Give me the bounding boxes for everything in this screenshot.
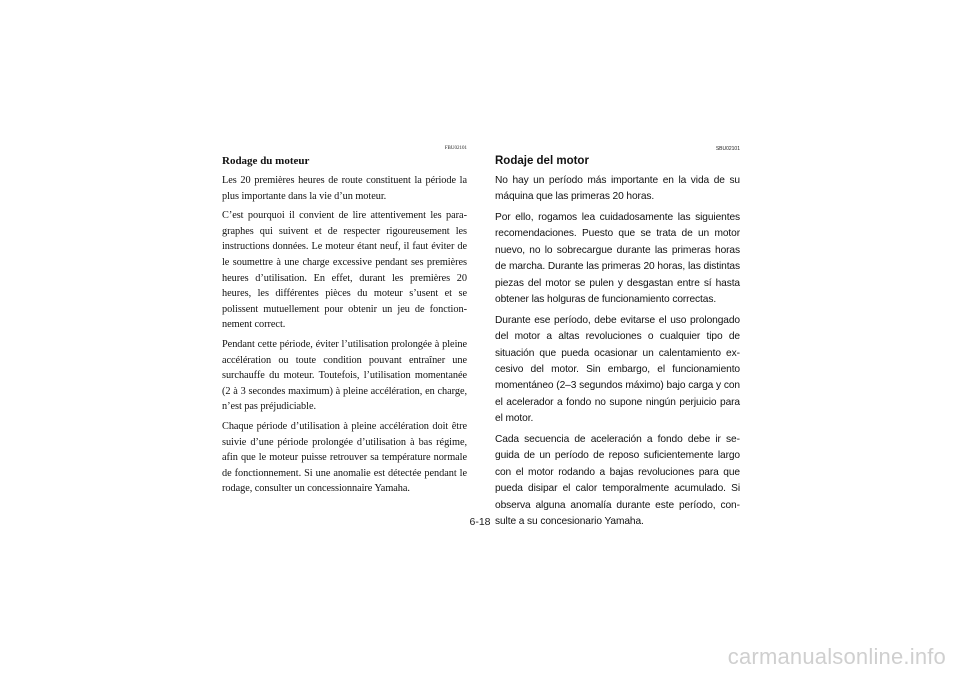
french-column <box>222 146 467 501</box>
paragraph-fr-1: Les 20 premières heures de route constituent la période la plus importante dans la vie d’un moteur. <box>222 175 467 202</box>
paragraph-es-1: No hay un período más importante en la vida de su máquina que las primeras 20 horas. <box>495 175 740 203</box>
section-code-fr: FBU02101 <box>444 146 467 151</box>
section-heading-es: Rodaje del motor <box>495 155 589 167</box>
section-code-es: SBU02101 <box>715 146 740 152</box>
paragraph-es-2: Por ello, rogamos lea cuidadosamente las siguientes recomendaciones. Puesto que se trata de un motor nuevo, no lo sobrecargue durante las primeras horas de marcha. Durante las primeras 20 horas, las distintas piezas del motor se pulen y desgastan entre sí hasta obtener las holguras de funcionamiento correctas. <box>495 211 740 306</box>
watermark: carmanualsonline.info <box>727 644 946 669</box>
paragraph-fr-4: Chaque période d’utilisation à pleine accélération doit être suivie d’une période prolongée d’utilisation à bas régime, afin que le moteur puisse retrouver sa température normale de fonctionnement. Si une anomalie est détectée pendant le rodage, consulter un concessionnaire Yamaha. <box>222 420 467 495</box>
paragraph-fr-3: Pendant cette période, éviter l’utilisation prolongée à pleine accélération ou toute condition pouvant entraîner une surchauffe du moteur. Toutefois, l’utilisation momentanée (2 à 3 secondes maximum) à pleine accélération, en charge, n’est pas préjudiciable. <box>222 338 467 413</box>
paragraph-es-4: Cada secuencia de aceleración a fondo debe ir seguida de un período de reposo suficientemente largo con el motor rodando a bajas revoluciones para que pueda disipar el calor temporalmente acumulado. Si observa alguna anomalía durante este período, consulte a su concesionario Yamaha. <box>495 433 740 528</box>
page-number: 6-18 <box>469 516 491 528</box>
paragraph-fr-2: C’est pourquoi il convient de lire attentivement les paragraphes qui suivent et de respecter rigoureusement les instructions données. Le moteur étant neuf, il faut éviter de le soumettre à une charge excessive pendant ses premières heures d’utilisation. En effet, durant les premières 20 heures, les différentes pièces du moteur s’usent et se polissent mutuellement pour obtenir un jeu de fonctionnement correct. <box>222 210 467 331</box>
paragraph-es-3: Durante ese período, debe evitarse el uso prolongado del motor a altas revoluciones o cualquier tipo de situación que pueda ocasionar un calentamiento excesivo del motor. Sin embargo, el funcionamiento momentáneo (2–3 segundos máximo) bajo carga y con el acelerador a fondo no supone ningún perjuicio para el motor. <box>495 314 740 425</box>
section-heading-fr: Rodage du moteur <box>222 155 310 167</box>
spanish-column <box>495 146 740 535</box>
